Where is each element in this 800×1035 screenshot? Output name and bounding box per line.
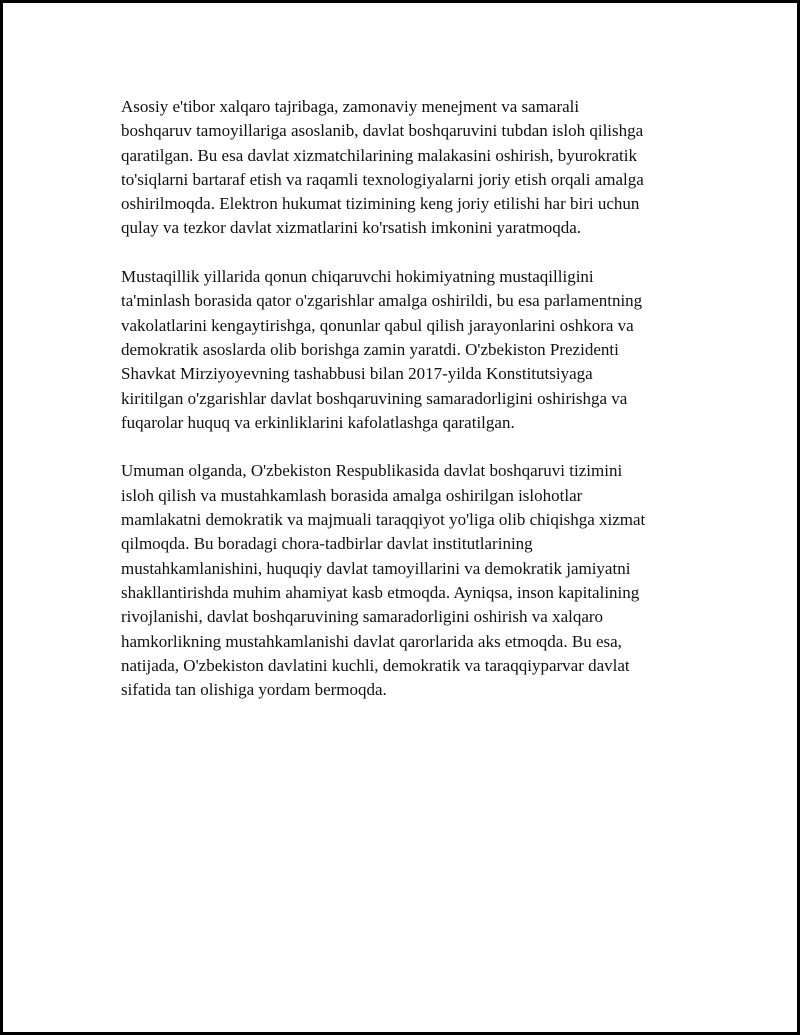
text-line: mamlakatni demokratik va majmuali taraqqiyot yo'liga olib chiqishga xizmat: [121, 510, 646, 530]
paragraph-1: [121, 95, 697, 241]
text-line: rivojlanishi, davlat boshqaruvining samaradorligini oshirish va xalqaro: [121, 607, 604, 627]
text-line: mustahkamlanishini, huquqiy davlat tamoyillarini va demokratik jamiyatni: [121, 558, 631, 578]
document-body: [121, 95, 697, 727]
text-line: sifatida tan olishiga yordam bermoqda.: [121, 680, 387, 700]
text-line: qulay va tezkor davlat xizmatlarini ko'rsatish imkonini yaratmoqda.: [121, 218, 582, 238]
text-line: Umuman olganda, O'zbekiston Respublikasida davlat boshqaruvi tizimini: [121, 461, 623, 481]
text-line: Mustaqillik yillarida qonun chiqaruvchi hokimiyatning mustaqilligini: [121, 267, 594, 287]
paragraph-2: [121, 265, 697, 435]
text-line: qilmoqda. Bu boradagi chora-tadbirlar davlat institutlarining: [121, 534, 533, 554]
text-line: vakolatlarini kengaytirishga, qonunlar qabul qilish jarayonlarini oshkora va: [121, 315, 634, 335]
text-line: isloh qilish va mustahkamlash borasida amalga oshirilgan islohotlar: [121, 485, 583, 505]
text-line: hamkorlikning mustahkamlanishi davlat qarorlarida aks etmoqda. Bu esa,: [121, 631, 622, 651]
text-line: ta'minlash borasida qator o'zgarishlar amalga oshirildi, bu esa parlamentning: [121, 291, 643, 311]
text-line: kiritilgan o'zgarishlar davlat boshqaruvining samaradorligini oshirishga va: [121, 388, 628, 408]
text-line: demokratik asoslarda olib borishga zamin yaratdi. O'zbekiston Prezidenti: [121, 339, 619, 359]
text-line: Shavkat Mirziyoyevning tashabbusi bilan 2017-yilda Konstitutsiyaga: [121, 364, 593, 384]
text-line: fuqarolar huquq va erkinliklarini kafolatlashga qaratilgan.: [121, 412, 515, 432]
text-line: natijada, O'zbekiston davlatini kuchli, demokratik va taraqqiyparvar davlat: [121, 655, 630, 675]
paragraph-3: [121, 459, 697, 702]
text-line: boshqaruv tamoyillariga asoslanib, davlat boshqaruvini tubdan isloh qilishga: [121, 121, 644, 141]
text-line: to'siqlarni bartaraf etish va raqamli texnologiyalarni joriy etish orqali amalga: [121, 169, 644, 189]
text-line: oshirilmoqda. Elektron hukumat tizimining keng joriy etilishi har biri uchun: [121, 194, 640, 214]
text-line: shakllantirishda muhim ahamiyat kasb etmoqda. Ayniqsa, inson kapitalining: [121, 582, 640, 602]
text-line: qaratilgan. Bu esa davlat xizmatchilarining malakasini oshirish, byurokratik: [121, 145, 638, 165]
text-line: Asosiy e'tibor xalqaro tajribaga, zamonaviy menejment va samarali: [121, 97, 580, 116]
